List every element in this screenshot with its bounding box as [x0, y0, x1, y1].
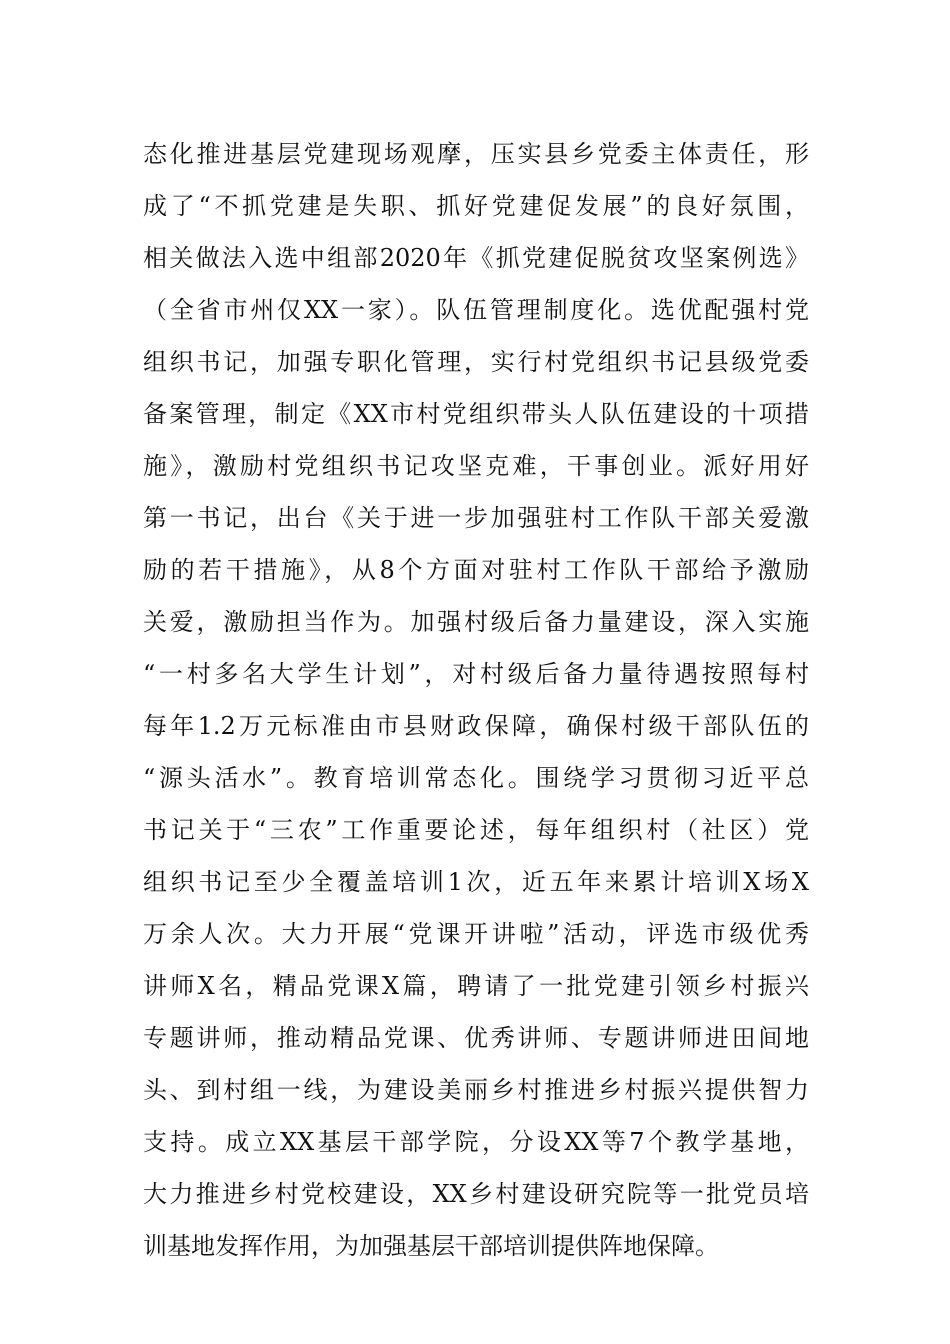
text-line: 专题讲师，推动精品党课、优秀讲师、专题讲师进田间地 [143, 1024, 809, 1052]
text-line: 训基地发挥作用，为加强基层干部培训提供阵地保障。 [143, 1232, 719, 1260]
text-line: 组织书记，加强专职化管理，实行村党组织书记县级党委 [143, 348, 809, 376]
text-line: 每年1.2万元标准由市县财政保障，确保村级干部队伍的 [143, 712, 809, 740]
text-line: 相关做法入选中组部2020年《抓党建促脱贫攻坚案例选》 [143, 244, 809, 272]
text-line: 万余人次。大力开展“党课开讲啦”活动，评选市级优秀 [143, 920, 809, 948]
text-line: 讲师X名，精品党课X篇，聘请了一批党建引领乡村振兴 [143, 972, 809, 1000]
text-line: 书记关于“三农”工作重要论述，每年组织村（社区）党 [143, 816, 809, 844]
text-line: “源头活水”。教育培训常态化。围绕学习贯彻习近平总 [143, 764, 809, 792]
body-paragraph [143, 128, 809, 1272]
text-line: 备案管理，制定《XX市村党组织带头人队伍建设的十项措 [143, 400, 809, 428]
text-line: “一村多名大学生计划”，对村级后备力量待遇按照每村 [143, 660, 809, 688]
text-line: （全省市州仅XX一家）。队伍管理制度化。选优配强村党 [143, 296, 809, 324]
text-line: 成了“不抓党建是失职、抓好党建促发展”的良好氛围， [143, 192, 809, 220]
text-line: 支持。成立XX基层干部学院，分设XX等7个教学基地， [143, 1128, 809, 1156]
text-line: 头、到村组一线，为建设美丽乡村推进乡村振兴提供智力 [143, 1076, 809, 1104]
text-line: 第一书记，出台《关于进一步加强驻村工作队干部关爱激 [143, 504, 809, 532]
text-line: 态化推进基层党建现场观摩，压实县乡党委主体责任，形 [143, 140, 809, 168]
text-line: 施》，激励村党组织书记攻坚克难，干事创业。派好用好 [143, 452, 809, 480]
text-line: 励的若干措施》，从8个方面对驻村工作队干部给予激励 [143, 556, 809, 584]
text-line: 组织书记至少全覆盖培训1次，近五年来累计培训X场X [143, 868, 809, 896]
text-line: 大力推进乡村党校建设，XX乡村建设研究院等一批党员培 [143, 1180, 809, 1208]
text-line: 关爱，激励担当作为。加强村级后备力量建设，深入实施 [143, 608, 809, 636]
